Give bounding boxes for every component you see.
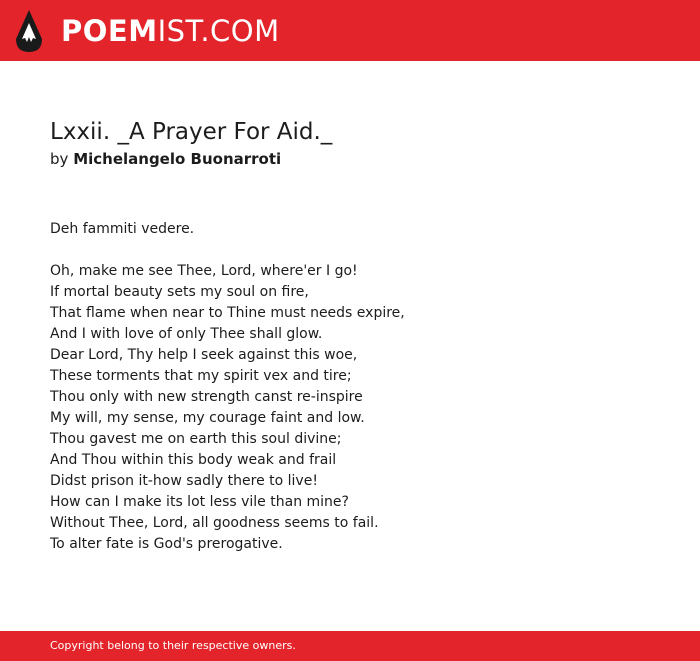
poem-line: And Thou within this body weak and frail (50, 452, 337, 468)
logo-brand-bold: POEM (61, 13, 158, 48)
poem-line: Oh, make me see Thee, Lord, where'er I go! (50, 263, 358, 279)
site-footer (0, 631, 700, 661)
poem-byline (50, 149, 660, 169)
poem-line: And I with love of only Thee shall glow. (50, 326, 323, 342)
poem-title: Lxxii. _A Prayer For Aid._ (50, 119, 333, 145)
poem-line: Without Thee, Lord, all goodness seems to fail. (50, 515, 379, 531)
by-label: by (50, 150, 69, 168)
site-logo-text (61, 13, 280, 48)
pen-nib-icon (14, 9, 44, 53)
poem-line: These torments that my spirit vex and tire; (50, 368, 352, 384)
stanza-gap (50, 240, 670, 261)
poem-line: How can I make its lot less vile than mine? (50, 494, 349, 510)
poem-line: Thou only with new strength canst re-inspire (50, 389, 363, 405)
author-name: Michelangelo Buonarroti (73, 150, 282, 168)
logo-brand-light: IST.COM (157, 13, 280, 48)
poem-line: To alter fate is God's prerogative. (50, 536, 283, 552)
site-logo-link[interactable] (14, 8, 280, 54)
copyright-text: Copyright belong to their respective owners. (50, 639, 296, 652)
poem-line: Dear Lord, Thy help I seek against this woe, (50, 347, 358, 363)
poem-line: Didst prison it-how sadly there to live! (50, 473, 318, 489)
poem-header (50, 118, 660, 169)
poem-body (50, 219, 670, 555)
poem-line: If mortal beauty sets my soul on fire, (50, 284, 309, 300)
poem-line: Thou gavest me on earth this soul divine; (50, 431, 342, 447)
site-header (0, 0, 700, 61)
poem-epigraph: Deh fammiti vedere. (50, 221, 195, 237)
poem-line: My will, my sense, my courage faint and low. (50, 410, 365, 426)
poem-line: That flame when near to Thine must needs expire, (50, 305, 405, 321)
